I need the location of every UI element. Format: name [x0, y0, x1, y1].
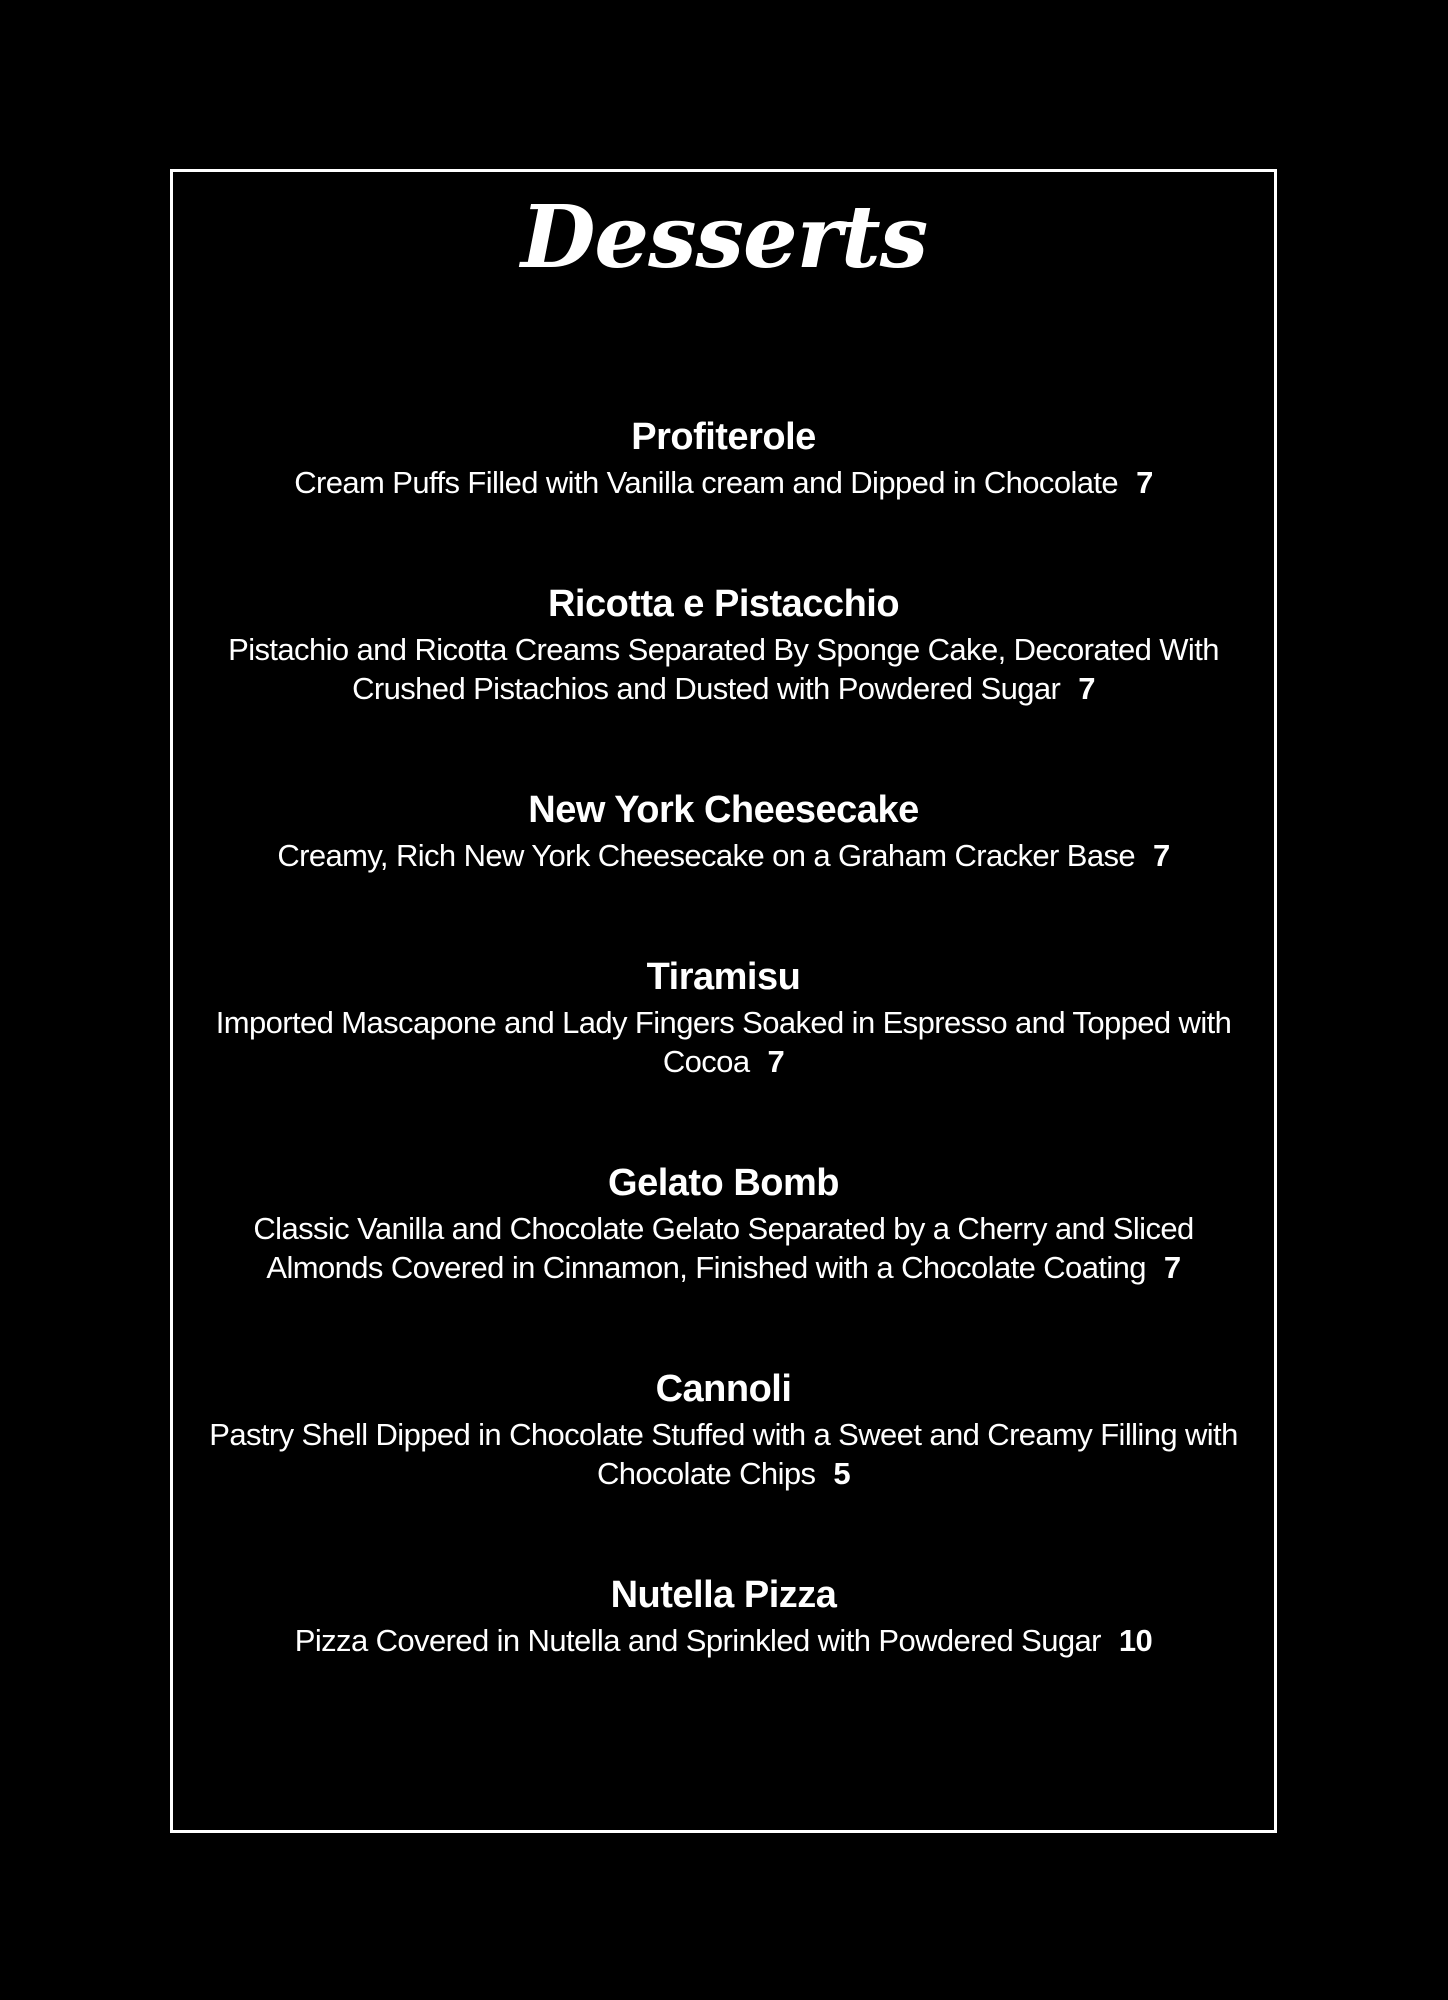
item-description-text: Cream Puffs Filled with Vanilla cream and Dipped in Chocolate: [294, 465, 1119, 500]
item-price: 10: [1118, 1623, 1153, 1658]
item-name: Profiterole: [631, 416, 816, 458]
item-name: Cannoli: [655, 1368, 792, 1410]
item-description: [198, 836, 1249, 875]
item-description-text: Pistachio and Ricotta Creams Separated By Sponge Cake, Decorated With Crushed Pistachios and Dusted with Powdered Sugar: [228, 632, 1219, 706]
item-price: 7: [1163, 1250, 1181, 1285]
menu-item-gelato-bomb: [170, 1161, 1277, 1287]
item-description-text: Creamy, Rich New York Cheesecake on a Graham Cracker Base: [277, 838, 1136, 873]
item-name: New York Cheesecake: [528, 789, 919, 831]
item-description: [198, 1209, 1249, 1287]
menu-item-tiramisu: [170, 955, 1277, 1081]
menu-item-ricotta-e-pistacchio: [170, 582, 1277, 708]
item-price: 7: [1078, 671, 1095, 706]
item-description-text: Pastry Shell Dipped in Chocolate Stuffed with a Sweet and Creamy Filling with Chocolate Chips: [209, 1417, 1238, 1491]
item-description: [198, 1621, 1249, 1660]
menu-item-profiterole: [170, 415, 1277, 502]
item-name: Nutella Pizza: [610, 1574, 837, 1616]
item-description: [198, 630, 1249, 708]
item-description-text: Classic Vanilla and Chocolate Gelato Separated by a Cherry and Sliced Almonds Covered in Cinnamon, Finished with a Chocolate Coating: [253, 1211, 1194, 1285]
item-name: Ricotta e Pistacchio: [547, 583, 900, 625]
menu-title: Desserts: [520, 187, 928, 288]
menu-item-new-york-cheesecake: [170, 788, 1277, 875]
item-price: 5: [833, 1456, 851, 1491]
item-price: 7: [1153, 838, 1170, 873]
menu-item-nutella-pizza: [170, 1573, 1277, 1660]
menu-item-cannoli: [170, 1367, 1277, 1493]
item-price: 7: [1136, 465, 1153, 500]
item-description: [198, 1415, 1249, 1493]
item-name: Gelato Bomb: [608, 1162, 839, 1204]
item-description: [198, 1003, 1249, 1081]
item-description-text: Pizza Covered in Nutella and Sprinkled with Powdered Sugar: [294, 1623, 1101, 1658]
item-description: [198, 463, 1249, 502]
item-description-text: Imported Mascapone and Lady Fingers Soaked in Espresso and Topped with Cocoa: [215, 1005, 1232, 1079]
item-name: Tiramisu: [646, 956, 801, 998]
item-price: 7: [767, 1044, 785, 1079]
